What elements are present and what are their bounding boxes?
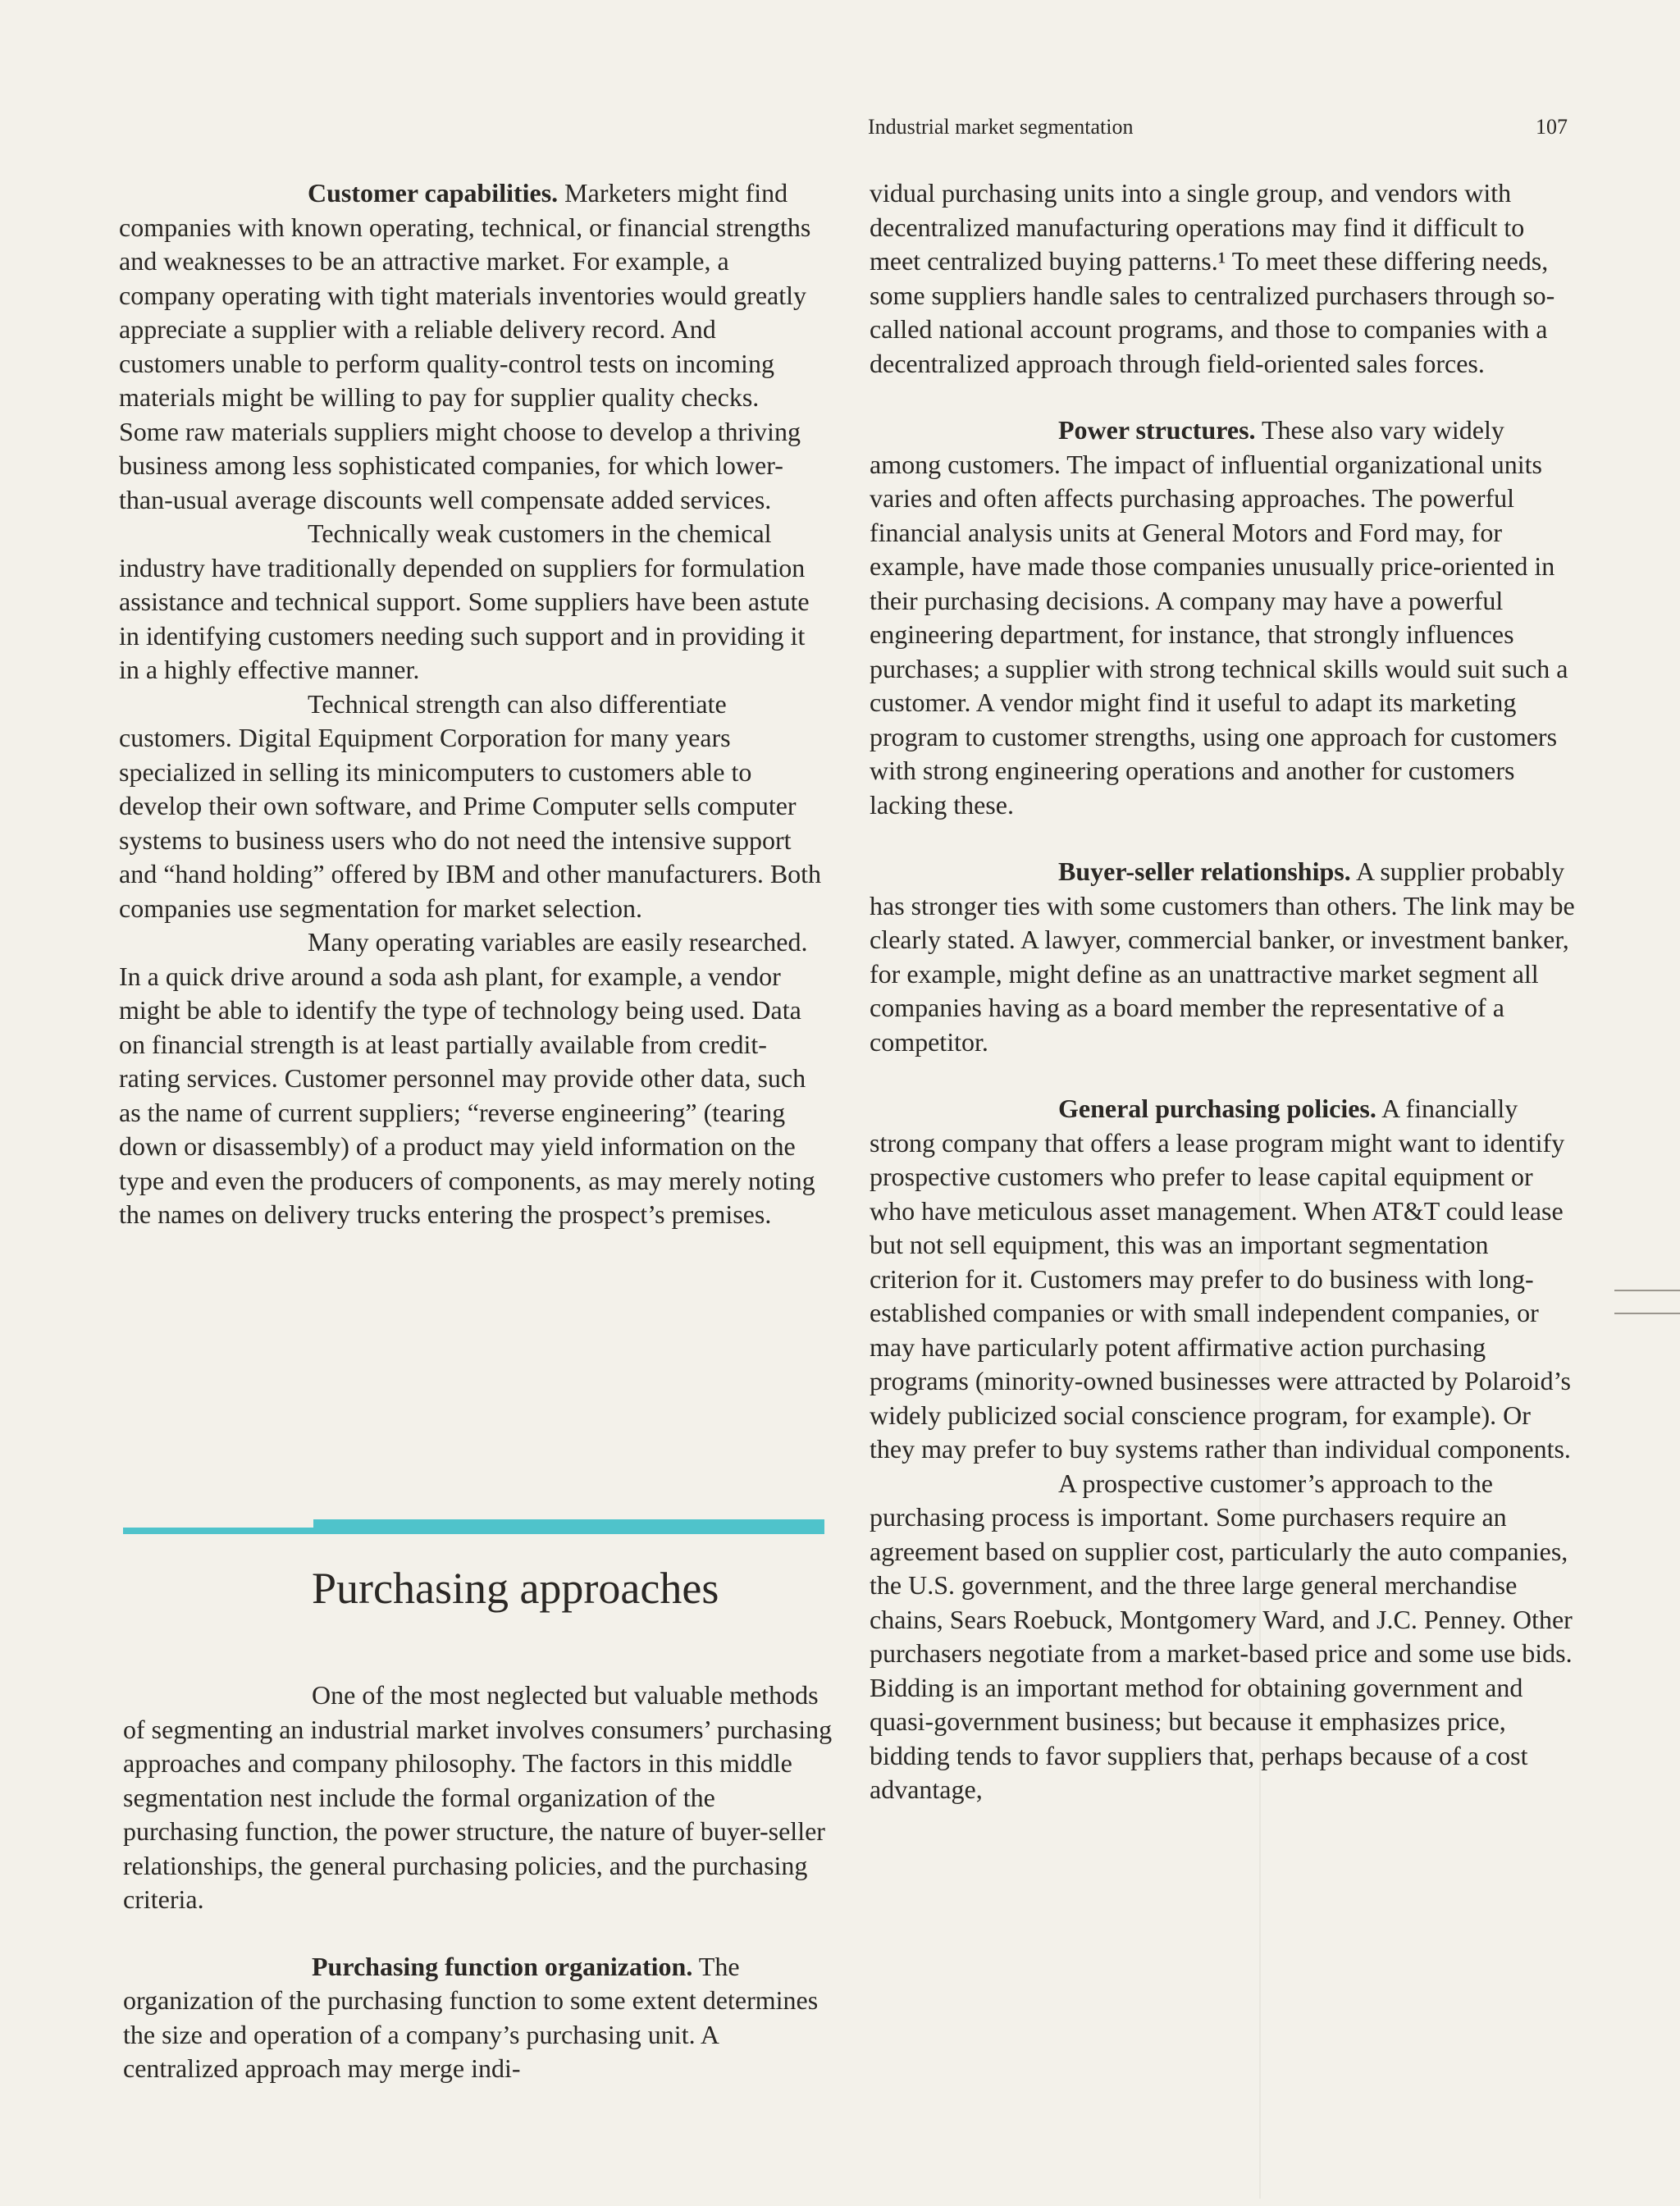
paragraph-text: A supplier probably has stronger ties with some customers than others. The link may be clearly stated. A lawyer, commercial banker, or investment banker, for example, might define as an unattractive market segment all companies having as a board member the representative of a competitor. bbox=[870, 856, 1575, 1057]
paragraph-text: The organization of the purchasing function to some extent determines the size and operation of a company’s purchasing unit. A centralized approach may merge indi- bbox=[123, 1951, 819, 2083]
paragraph-purchasing-function bbox=[123, 1950, 837, 2086]
page-fold-shadow bbox=[1259, 1149, 1261, 2199]
section-rule-thin bbox=[123, 1528, 320, 1534]
page-number: 107 bbox=[1536, 115, 1568, 139]
running-head bbox=[868, 113, 1568, 141]
run-in-heading: Purchasing function organization. bbox=[312, 1951, 693, 1981]
left-column-bottom bbox=[123, 1678, 837, 2086]
paragraph-text: A prospective customer’s approach to the purchasing process is important. Some purchasers require an agreement based on supplier cost, particularly the auto companies, the U.S. government, and the three large general merchandise chains, Sears Roebuck, Montgomery Ward, and J.C. Penney. Other purchasers negotiate from a market-based price and some use bids. Bidding is an important method for obtaining government and quasi-government business; but because it emphasizes price, bidding tends to favor suppliers that, perhaps because of a cost advantage, bbox=[870, 1468, 1573, 1804]
run-in-heading: General purchasing policies. bbox=[1058, 1094, 1376, 1123]
paragraph-text: Technically weak customers in the chemical industry have traditionally depended on suppliers for formulation assistance and technical support. Some suppliers have been astute in identifying customers needing such support and in providing it in a highly effective manner. bbox=[119, 518, 810, 684]
paragraph-text: Technical strength can also differentiate customers. Digital Equipment Corporation for many years specialized in selling its minicomputers to customers able to develop their own software, and Prime Computer sells computer systems to business users who do not need the intensive support and “hand holding” offered by IBM and other manufacturers. Both companies use segmentation for market selection. bbox=[119, 688, 822, 923]
paragraph-power-structures bbox=[870, 413, 1575, 822]
paragraph-text: These also vary widely among customers. The impact of influential organizational units varies and often affects purchasing approaches. The powerful financial analysis units at General Motors and Ford may, for example, have made those companies unusually price-oriented in their purchasing decisions. A company may have a powerful engineering department, for instance, that strongly influences purchases; a supplier with strong technical skills would suit such a customer. A vendor might find it useful to adapt its marketing program to customer strengths, using one approach for customers with strong engineering operations and another for customers lacking these. bbox=[870, 415, 1568, 820]
paragraph-text: A financially strong company that offers a lease program might want to identify prospective customers who prefer to lease capital equipment or who have meticulous asset management. When AT&T could lease but not sell equipment, this was an important segmentation criterion for it. Customers may prefer to do business with long-established companies or with small independent companies, or may have particularly potent affirmative action purchasing programs (minority-owned businesses were attracted by Polaroid’s widely publicized social conscience program, for example). Or they may prefer to buy systems rather than individual components. bbox=[870, 1094, 1571, 1464]
edge-mark bbox=[1614, 1290, 1680, 1291]
section-rule bbox=[123, 1519, 824, 1534]
running-title: Industrial market segmentation bbox=[868, 115, 1134, 139]
run-in-heading: Buyer-seller relationships. bbox=[1058, 856, 1351, 886]
paragraph-buyer-seller bbox=[870, 855, 1575, 1059]
paragraph-text: Marketers might find companies with known operating, technical, or financial strengths and weaknesses to be an attractive market. For example, a company operating with tight materials inventories would greatly appreciate a supplier with a reliable delivery record. And customers unable to perform quality-control tests on incoming materials might be willing to pay for supplier quality checks. Some raw materials suppliers might choose to develop a thriving business among less sophisticated companies, for which lower-than-usual average discounts well compensate added services. bbox=[119, 178, 811, 514]
paragraph-text: vidual purchasing units into a single group, and vendors with decentralized manufacturing operations may find it difficult to meet centralized buying patterns.¹ To meet these differing needs, some suppliers handle sales to centralized purchasers through so-called national account programs, and those to companies with a decentralized approach through field-oriented sales forces. bbox=[870, 178, 1555, 378]
right-column bbox=[870, 176, 1575, 1807]
run-in-heading: Customer capabilities. bbox=[308, 178, 559, 208]
paragraph-text: One of the most neglected but valuable methods of segmenting an industrial market involves consumers’ purchasing approaches and company philosophy. The factors in this middle segmentation nest include the formal organization of the purchasing function, the power structure, the nature of buyer-seller relationships, the general purchasing policies, and the purchasing criteria. bbox=[123, 1680, 833, 1914]
paragraph-customer-capabilities bbox=[119, 176, 824, 517]
run-in-heading: Power structures. bbox=[1058, 415, 1256, 445]
paragraph-text: Many operating variables are easily researched. In a quick drive around a soda ash plant, for example, a vendor might be able to identify the type of technology being used. Data on financial strength is at least partially available from credit-rating services. Customer personnel may provide other data, such as the name of current suppliers; “reverse engineering” (tearing down or disassembly) of a product may yield information on the type and even the producers of components, as may merely noting the names on delivery trucks entering the prospect’s premises. bbox=[119, 927, 815, 1229]
edge-mark bbox=[1614, 1313, 1680, 1314]
section-rule-thick bbox=[313, 1519, 824, 1534]
section-heading: Purchasing approaches bbox=[312, 1564, 719, 1613]
paragraph-purchasing-policies bbox=[870, 1092, 1575, 1467]
left-column-top bbox=[119, 176, 824, 1232]
